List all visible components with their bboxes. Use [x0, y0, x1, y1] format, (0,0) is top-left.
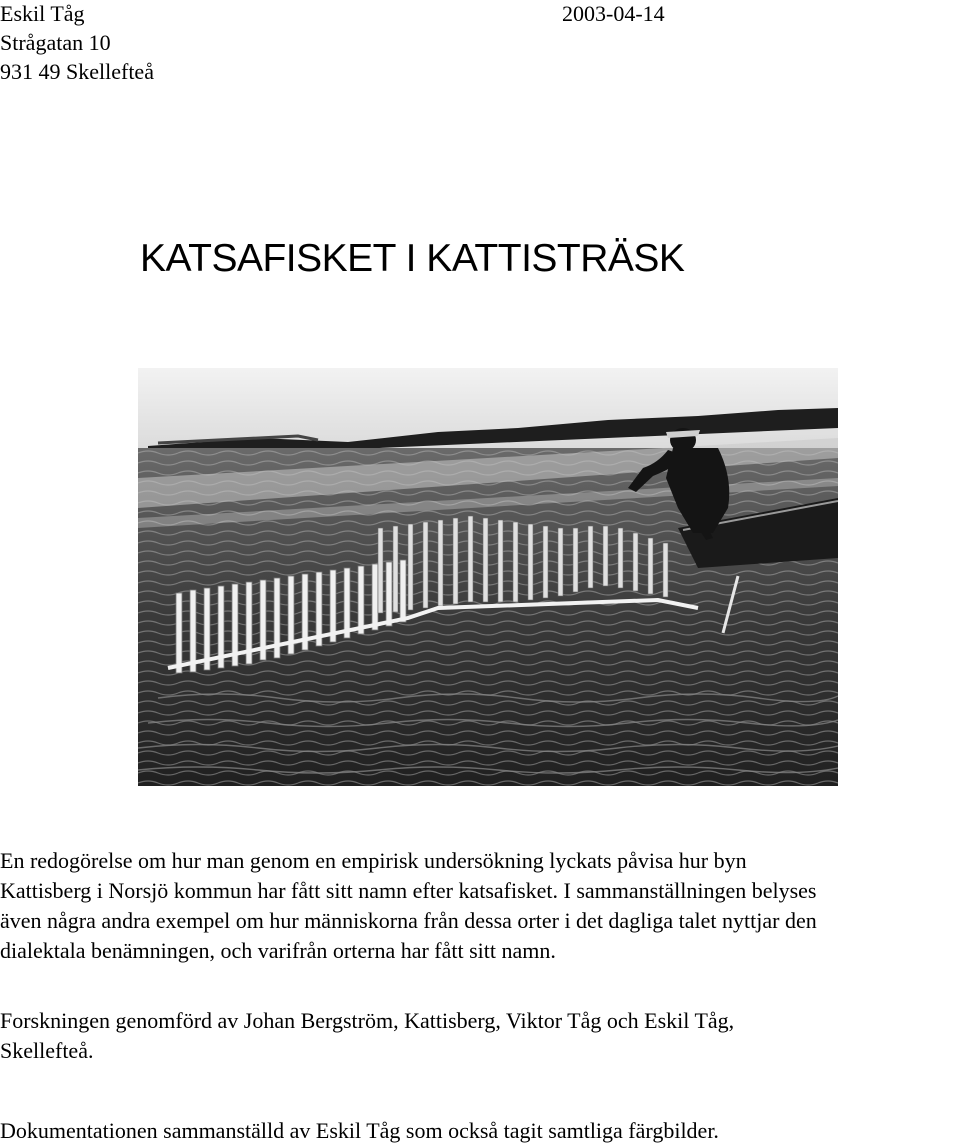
footer-note: Dokumentationen sammanställd av Eskil Tåg som också tagit samtliga färgbilder. — [0, 1118, 719, 1143]
intro-line: även några andra exempel om hur människorna från dessa orter i det dagliga talet nyttjar den — [0, 908, 817, 933]
research-line: Skellefteå. — [0, 1038, 94, 1063]
intro-line: dialektala benämningen, och varifrån orterna har fått sitt namn. — [0, 938, 556, 963]
author-name: Eskil Tåg — [0, 1, 85, 26]
intro-line: En redogörelse om hur man genom en empirisk undersökning lyckats påvisa hur byn — [0, 848, 747, 873]
author-city: 931 49 Skellefteå — [0, 59, 154, 84]
document-date: 2003-04-14 — [562, 1, 665, 26]
fisherman-fence-photo — [138, 368, 838, 786]
research-paragraph — [0, 1006, 960, 1066]
document-title: KATSAFISKET I KATTISTRÄSK — [140, 237, 685, 280]
author-street: Strågatan 10 — [0, 30, 111, 55]
intro-paragraph — [0, 846, 960, 966]
research-line: Forskningen genomförd av Johan Bergström, Kattisberg, Viktor Tåg och Eskil Tåg, — [0, 1008, 735, 1033]
intro-line: Kattisberg i Norsjö kommun har fått sitt namn efter katsafisket. I sammanställningen belyses — [0, 878, 817, 903]
